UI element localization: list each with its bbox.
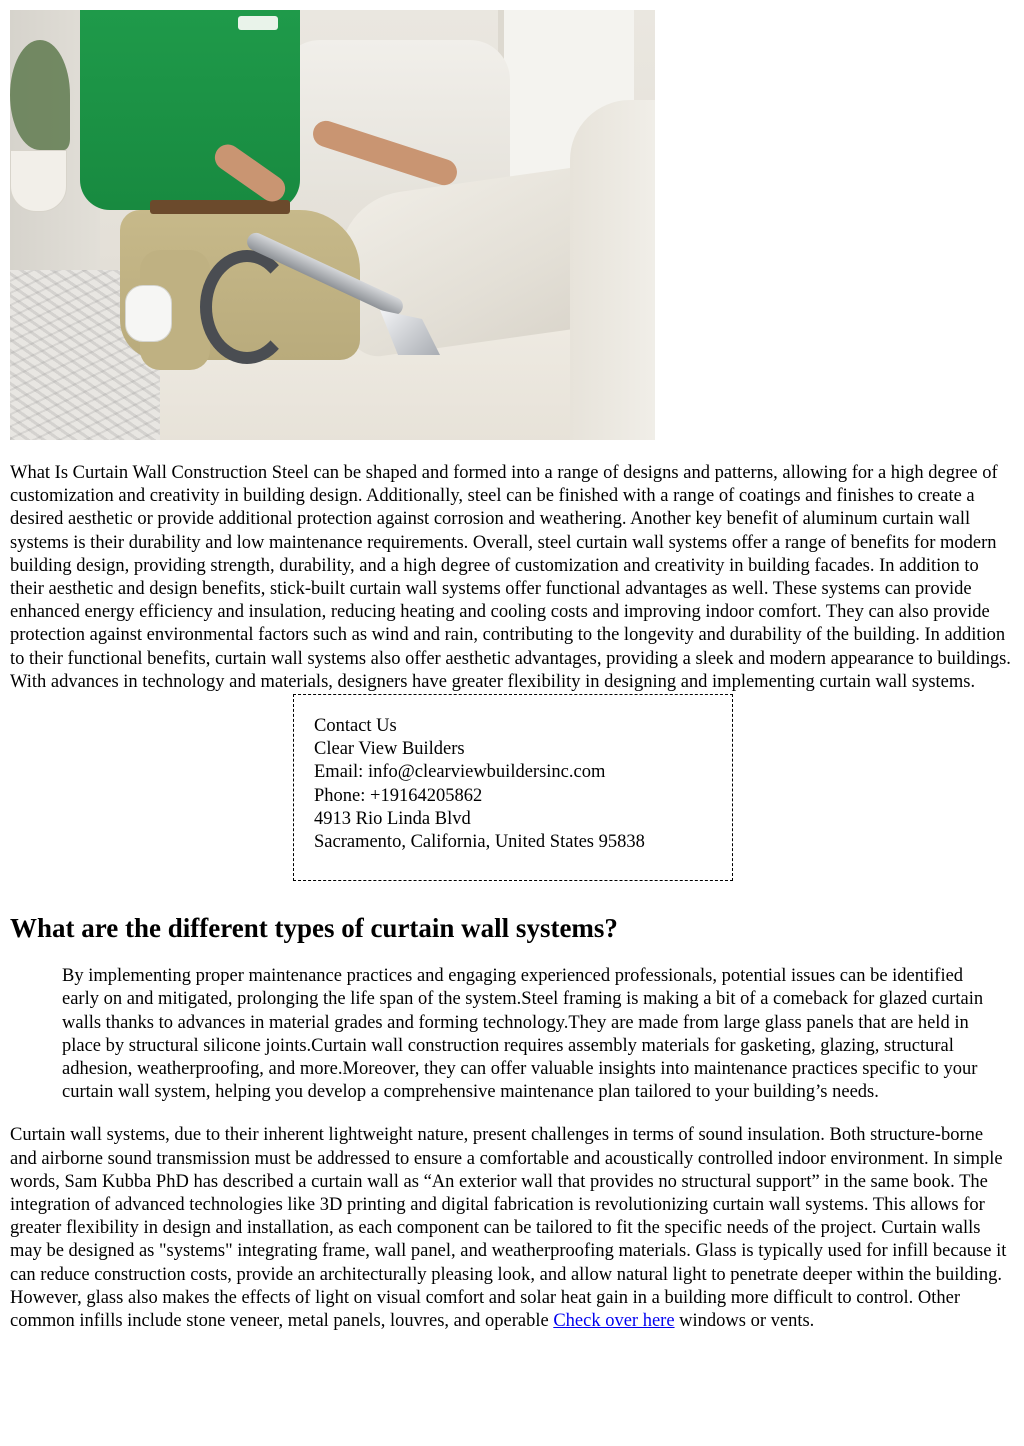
section-title: What are the different types of curtain wall systems? (10, 913, 618, 944)
photo-technician-shoe (125, 285, 172, 342)
contact-street: 4913 Rio Linda Blvd (314, 808, 471, 829)
contact-phone: Phone: +19164205862 (314, 785, 483, 806)
photo-plant-pot (10, 150, 67, 212)
hero-photo-upholstery-cleaning (10, 10, 655, 440)
photo-vacuum-hose (200, 250, 294, 364)
photo-technician-belt (150, 200, 290, 214)
blockquote-paragraph: By implementing proper maintenance practices and engaging experienced professionals, potential issues can be identified early on and mitigated, prolonging the life span of the system.Steel framing is making a bit of a comeback for glazed curtain walls thanks to advances in material grades and forming technology.They are made from large glass panels that are held in place by structural silicone joints.Curtain wall construction requires assembly materials for gasketing, glazing, structural adhesion, weatherproofing, and more.Moreover, they can offer valuable insights into maintenance practices specific to your curtain wall system, helping you develop a comprehensive maintenance plan tailored to your building’s needs. (62, 966, 984, 1103)
final-paragraph-text: Curtain wall systems, due to their inherent lightweight nature, present challenges in terms of sound insulation. Both structure-borne and airborne sound transmission must be addressed to ensure a comfortable and acoustically controlled indoor environment. In simple words, Sam Kubba PhD has described a curtain wall as “An exterior wall that provides no structural support” in the same book. The integration of advanced technologies like 3D printing and digital fabrication is revolutionizing curtain wall systems. This allows for greater flexibility in design and installation, as each component can be tailored to fit the specific needs of the project. Curtain walls may be designed as "systems" integrating frame, wall panel, and weatherproofing materials. Glass is typically used for infill because it can reduce construction costs, provide an architecturally pleasing look, and allow natural light to penetrate deeper within the building. However, glass also makes the effects of light on visual comfort and solar heat gain in a building more difficult to control. Other common infills include stone veneer, metal panels, louvres, and operable (10, 1125, 1007, 1332)
check-over-here-link[interactable]: Check over here (553, 1311, 675, 1332)
contact-city: Sacramento, California, United States 95838 (314, 832, 645, 853)
final-paragraph-tail: windows or vents. (674, 1311, 815, 1332)
intro-paragraph: What Is Curtain Wall Construction Steel can be shaped and formed into a range of designs and patterns, allowing for a high degree of customization and creativity in building design. Additionally, steel can be finished with a range of coatings and finishes to create a desired aesthetic or provide additional protection against corrosion and weathering. Another key benefit of aluminum curtain wall systems is their durability and low maintenance requirements. Overall, steel curtain wall systems offer a range of benefits for modern building design, providing strength, durability, and a high degree of customization and creativity in building facades. In addition to their aesthetic and design benefits, stick-built curtain wall systems offer functional advantages as well. These systems can provide enhanced energy efficiency and insulation, reducing heating and cooling costs and improving indoor comfort. They can also provide protection against environmental factors such as wind and rain, contributing to the longevity and durability of the building. In addition to their functional benefits, curtain wall systems also offer aesthetic advantages, providing a sleek and modern appearance to buildings. With advances in technology and materials, designers have greater flexibility in designing and implementing curtain wall systems. (10, 463, 1011, 692)
contact-box (293, 694, 733, 881)
photo-sofa-side (570, 100, 655, 440)
page (10, 10, 1014, 1333)
photo-plant (10, 40, 70, 150)
contact-email: Email: info@clearviewbuildersinc.com (314, 762, 606, 783)
contact-heading: Contact Us (314, 716, 397, 737)
final-paragraph (10, 1124, 1014, 1333)
shirt-logo-icon (238, 16, 278, 30)
contact-company: Clear View Builders (314, 739, 465, 760)
